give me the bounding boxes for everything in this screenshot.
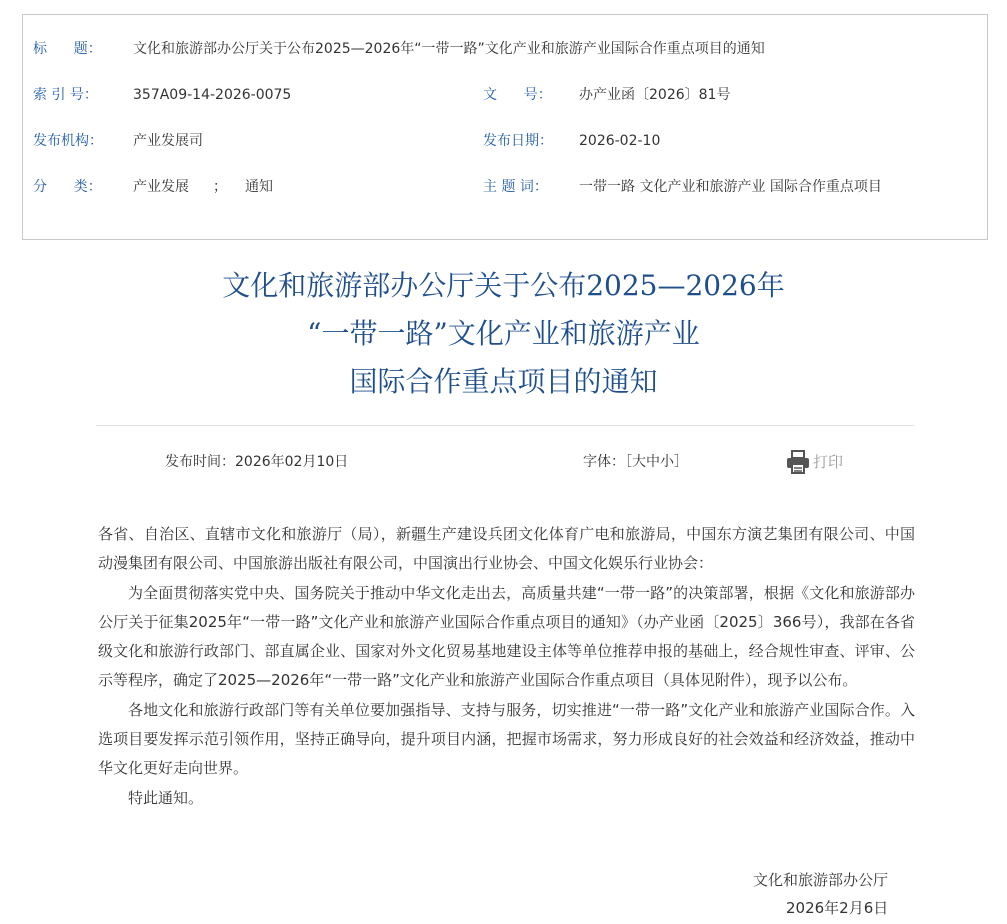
recipients-paragraph: 各省、自治区、直辖市文化和旅游厅（局），新疆生产建设兵团文化体育广电和旅游局，中国东方演艺集团有限公司、中国动漫集团有限公司、中国旅游出版社有限公司，中国演出行业协会、中国文化娱乐行业协会：: [98, 525, 915, 573]
body-paragraph-1: 为全面贯彻落实党中央、国务院关于推动中华文化走出去，高质量共建“一带一路”的决策部署，根据《文化和旅游部办公厅关于征集2025年“一带一路”文化产业和旅游产业国际合作重点项目的通知》（办产业函〔2025〕366号），我部在各省级文化和旅游行政部门、部直属企业、国家对外文化贸易基地建设主体等单位推荐申报的基础上，经合规性审查、评审、公示等程序，确定了2025—2026年“一带一路”文化产业和旅游产业国际合作重点项目（具体见附件），现予以公布。: [98, 583, 915, 690]
metadata-panel: [22, 14, 988, 240]
font-size-selector[interactable]: 字体：［大中小］: [583, 454, 688, 470]
article-title-line-2: “一带一路”文化产业和旅游产业: [307, 317, 700, 350]
meta-docno-label: 文 号：: [483, 87, 552, 103]
article-title-line-1: 文化和旅游部办公厅关于公布2025—2026年: [222, 269, 785, 302]
article-title: [0, 262, 1007, 406]
meta-index-label: 索 引 号：: [33, 87, 98, 103]
meta-pubdate-value: 2026-02-10: [579, 133, 661, 149]
meta-pubdate-label: 发布日期：: [483, 133, 553, 149]
body-paragraph-2: 各地文化和旅游行政部门等有关单位要加强指导、支持与服务，切实推进“一带一路”文化产业和旅游产业国际合作。入选项目要发挥示范引领作用，坚持正确导向，提升项目内涵，把握市场需求，努力形成良好的社会效益和经济效益，推动中华文化更好走向世界。: [98, 700, 915, 778]
meta-category-label: 分 类：: [33, 179, 102, 195]
signature-date: 2026年2月6日: [786, 899, 889, 917]
article-title-line-3: 国际合作重点项目的通知: [349, 365, 658, 398]
meta-index-value: 357A09-14-2026-0075: [133, 87, 292, 103]
meta-title-value: 文化和旅游部办公厅关于公布2025—2026年“一带一路”文化产业和旅游产业国际合作重点项目的通知: [133, 41, 765, 57]
closing-paragraph: 特此通知。: [128, 788, 204, 807]
meta-category-value-1: 产业发展: [133, 179, 189, 195]
meta-category-value-2: 通知: [245, 179, 273, 195]
meta-category-separator: ；: [213, 179, 227, 195]
title-divider: [96, 425, 914, 426]
meta-docno-value: 办产业函〔2026〕81号: [579, 87, 731, 103]
meta-keywords-label: 主 题 词：: [483, 179, 548, 195]
meta-issuer-value: 产业发展司: [133, 133, 203, 149]
signature-organization: 文化和旅游部办公厅: [753, 871, 889, 889]
article-body: [98, 520, 915, 813]
print-button[interactable]: [785, 449, 843, 475]
meta-keywords-value: 一带一路 文化产业和旅游产业 国际合作重点项目: [579, 179, 882, 195]
meta-title-label: 标 题：: [33, 41, 102, 57]
print-label: 打印: [813, 453, 844, 471]
printer-icon: [785, 449, 811, 475]
meta-issuer-label: 发布机构：: [33, 133, 103, 149]
publish-time: 发布时间：2026年02月10日: [165, 454, 349, 470]
